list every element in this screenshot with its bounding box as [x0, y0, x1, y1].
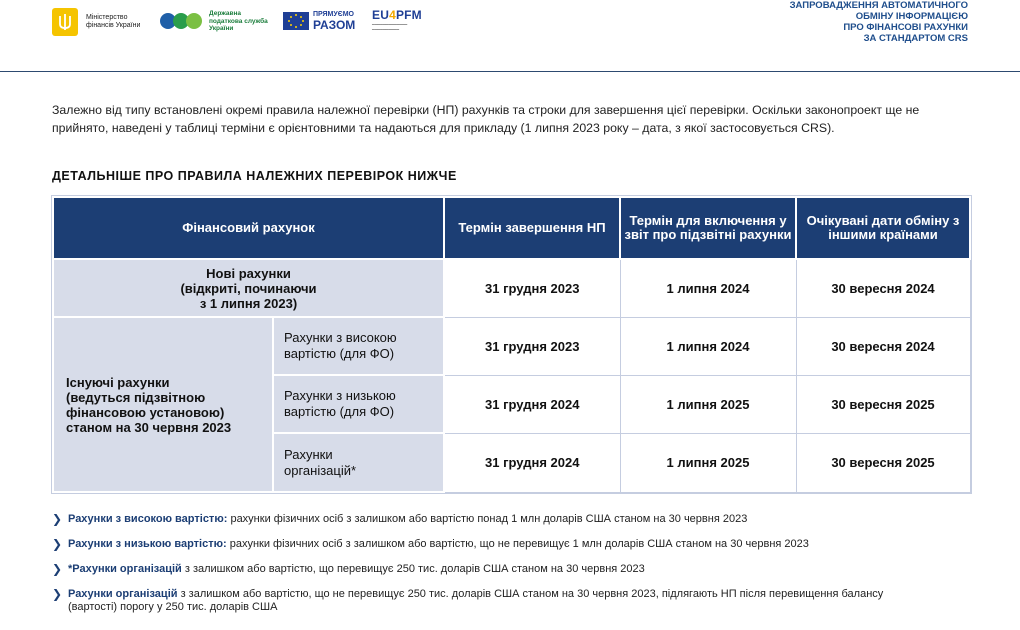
header-exchange-dates: Очікувані дати обміну з іншими країнами: [796, 197, 970, 259]
note-text: рахунки фізичних осіб з залишком або вартістю, що не перевищує 1 млн доларів США станом на 30 червня 2023: [226, 538, 809, 550]
note-item: [52, 588, 970, 614]
existing-accounts-label-line: (ведуться підзвітною: [66, 389, 206, 405]
chevron-right-icon: ❯: [52, 562, 63, 576]
account-type-label-line: Рахунки: [284, 446, 333, 462]
account-type-label-line: організацій*: [284, 462, 357, 478]
table-cell: 31 грудня 2024: [444, 433, 620, 492]
account-type-label: [273, 375, 444, 433]
table-cell: 31 грудня 2023: [444, 317, 620, 375]
header-title-line: ПРО ФІНАНСОВІ РАХУНКИ: [843, 22, 968, 33]
header-title-line: ЗАПРОВАДЖЕННЯ АВТОМАТИЧНОГО: [789, 0, 968, 11]
table-cell: 31 грудня 2023: [444, 259, 620, 317]
new-accounts-label: [53, 259, 444, 317]
note-text: з залишком або вартістю, що перевищує 250 тис. доларів США станом на 30 червня 2023: [181, 563, 645, 575]
existing-accounts-label-line: фінансовою установою): [66, 404, 225, 420]
new-accounts-label-line: з 1 липня 2023): [199, 295, 298, 311]
note-item: [52, 563, 970, 576]
tax-service-logo: [160, 10, 271, 33]
note-item: [52, 513, 970, 526]
account-type-label-line: Рахунки з низькою: [284, 388, 396, 403]
eu-logo-small-text: ПРЯМУЄМО: [313, 11, 354, 18]
table-row: [53, 317, 970, 375]
header-financial-account: Фінансовий рахунок: [53, 197, 444, 259]
note-term: Рахунки організацій: [68, 588, 178, 600]
chevron-right-icon: ❯: [52, 512, 63, 526]
existing-accounts-label-line: Існуючі рахунки: [66, 374, 170, 390]
table-row: [53, 259, 970, 317]
header-title: [728, 0, 968, 44]
table-cell: 30 вересня 2024: [796, 317, 970, 375]
eu-flag-icon: [283, 12, 309, 30]
table-cell: 30 вересня 2025: [796, 433, 970, 492]
header-title-line: ОБМІНУ ІНФОРМАЦІЄЮ: [855, 11, 968, 22]
trident-icon: [52, 8, 78, 36]
note-term: Рахунки з високою вартістю:: [68, 513, 228, 525]
table-cell: 30 вересня 2024: [796, 259, 970, 317]
eupfm-title-eu: EU: [372, 8, 390, 22]
section-title: ДЕТАЛЬНІШЕ ПРО ПРАВИЛА НАЛЕЖНИХ ПЕРЕВІРОК НИЖЧЕ: [52, 169, 457, 183]
note-term: *Рахунки організацій: [68, 563, 182, 575]
new-accounts-label-line: (відкриті, починаючи: [180, 280, 317, 296]
tax-service-circles-icon: [160, 13, 199, 29]
account-type-label: [273, 317, 444, 375]
tax-service-label: Державна податкова служба України: [209, 10, 268, 32]
new-accounts-label-line: Нові рахунки: [206, 265, 291, 281]
ministry-of-finance-label: Міністерство фінансів України: [86, 14, 141, 29]
account-type-label: [273, 433, 444, 492]
eupfm-title-pfm: PFM: [395, 8, 422, 22]
account-type-label-line: вартістю (для ФО): [284, 404, 395, 419]
note-text: з залишком або вартістю, що не перевищує 250 тис. доларів США станом на 30 червня 2023, підлягають НП після перевищення балансу (вартості) порогу у 250 тис. доларів США: [68, 588, 884, 613]
chevron-right-icon: ❯: [52, 587, 63, 601]
table-header-row: [53, 197, 970, 259]
eupfm-subtitle-lines: ━━━━━━━━━━━━━ ━━━━━━━━━━: [372, 22, 408, 32]
intro-paragraph: Залежно від типу встановлені окремі правила належної перевірки (НП) рахунків та строки для завершення цієї перевірки. Оскільки законопроект ще не прийнято, наведені у таблиці терміни є орієнтовними та надаються для прикладу (1 липня 2023 року – дата, з якої застосовується CRS).: [52, 103, 920, 135]
eu-logo-big-text: РАЗОМ: [313, 18, 356, 32]
table-cell: 1 липня 2025: [620, 433, 796, 492]
header-title-line: ЗА СТАНДАРТОМ CRS: [863, 33, 968, 44]
ministry-of-finance-logo: [52, 8, 146, 36]
table-cell: 30 вересня 2025: [796, 375, 970, 433]
eu-pfm-logo: EU4PFM ━━━━━━━━━━━━━ ━━━━━━━━━━: [372, 8, 434, 32]
table-cell: 1 липня 2024: [620, 259, 796, 317]
due-diligence-table: [52, 196, 971, 493]
account-type-label-line: вартістю (для ФО): [284, 346, 395, 361]
eu-together-logo: [283, 10, 355, 31]
note-item: [52, 538, 970, 551]
account-type-label-line: Рахунки з високою: [284, 330, 397, 345]
header-dd-deadline: Термін завершення НП: [444, 197, 620, 259]
table-cell: 1 липня 2025: [620, 375, 796, 433]
table-cell: 31 грудня 2024: [444, 375, 620, 433]
existing-accounts-label: [53, 317, 273, 492]
chevron-right-icon: ❯: [52, 537, 63, 551]
page-header: [0, 0, 1020, 72]
header-report-deadline: Термін для включення у звіт про підзвітні рахунки: [620, 197, 796, 259]
note-term: Рахунки з низькою вартістю:: [68, 538, 227, 550]
header-divider: [0, 71, 1020, 72]
table-cell: 1 липня 2024: [620, 317, 796, 375]
existing-accounts-label-line: станом на 30 червня 2023: [66, 419, 232, 435]
note-text: рахунки фізичних осіб з залишком або вартістю понад 1 млн доларів США станом на 30 червня 2023: [227, 513, 748, 525]
